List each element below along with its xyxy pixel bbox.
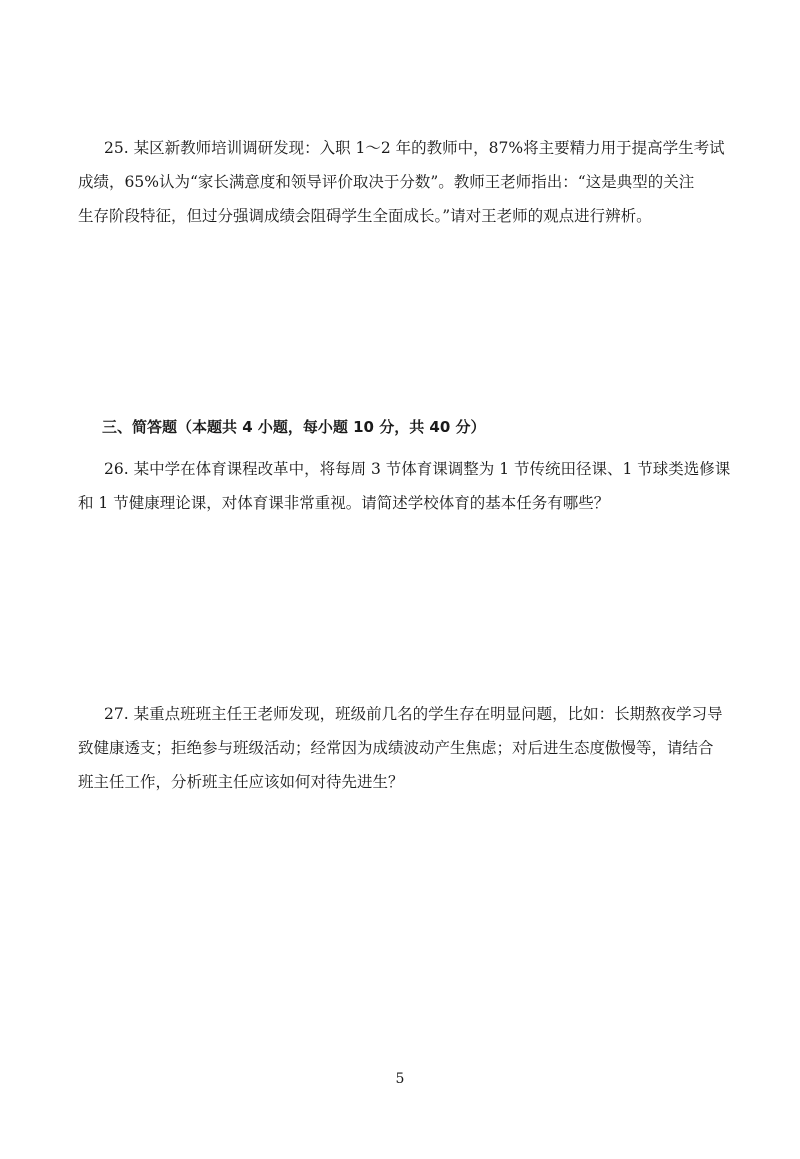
question-27-line-3: 班主任工作，分析班主任应该如何对待先进生？	[78, 773, 404, 791]
question-26	[78, 452, 731, 520]
question-26-line-2: 和 1 节健康理论课，对体育课非常重视。请简述学校体育的基本任务有哪些？	[78, 494, 610, 512]
page-number: 5	[395, 1071, 405, 1087]
question-27-line-1: 27. 某重点班班主任王老师发现，班级前几名的学生存在明显问题，比如：长期熬夜学习导	[104, 705, 723, 723]
question-27-line-2: 致健康透支；拒绝参与班级活动；经常因为成绩波动产生焦虑；对后进生态度傲慢等，请结合	[78, 739, 714, 757]
question-25-line-2: 成绩，65%认为“家长满意度和领导评价取决于分数”。教师王老师指出：“这是典型的关注	[78, 173, 695, 191]
question-25-line-1: 25. 某区新教师培训调研发现：入职 1～2 年的教师中，87%将主要精力用于提高学生考试	[104, 139, 725, 157]
question-26-line-1: 26. 某中学在体育课程改革中，将每周 3 节体育课调整为 1 节传统田径课、1 节球类选修课	[104, 460, 731, 478]
question-25-line-3: 生存阶段特征，但过分强调成绩会阻碍学生全面成长。”请对王老师的观点进行辨析。	[78, 207, 652, 225]
section-3-heading: 三、简答题（本题共 4 小题，每小题 10 分，共 40 分）	[102, 418, 486, 436]
question-25	[78, 131, 724, 233]
question-27	[78, 697, 724, 799]
